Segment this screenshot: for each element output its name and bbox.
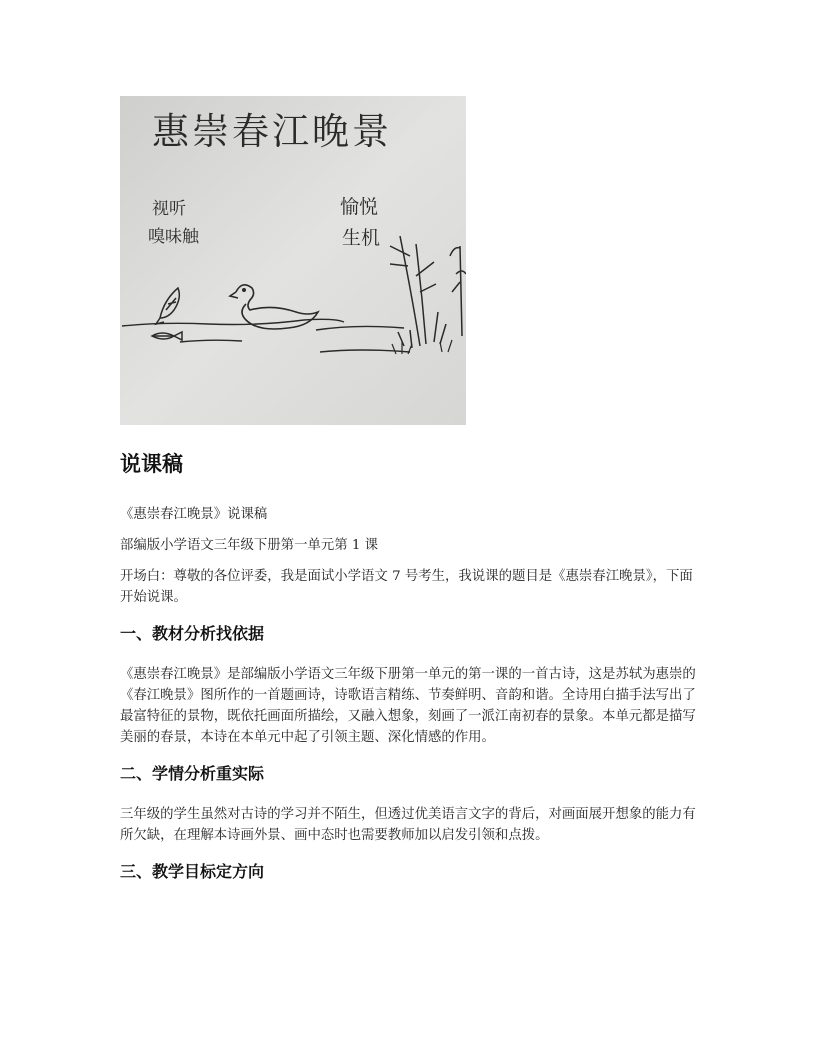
document-heading: 说课稿 <box>120 452 183 476</box>
illustration-note-left-1: 视听 <box>152 199 186 219</box>
opening-paragraph: 开场白：尊敬的各位评委，我是面试小学语文 7 号考生，我说课的题目是《惠崇春江晚景》，下面开始说课。 <box>120 569 693 605</box>
section-2-title: 二、学情分析重实际 <box>120 764 265 783</box>
section-2-body: 三年级的学生虽然对古诗的学习并不陌生，但透过优美语言文字的背后，对画面展开想象的能力有所欠缺，在理解本诗画外景、画中态时也需要教师加以启发引领和点拨。 <box>120 807 696 843</box>
section-1-body: 《惠崇春江晚景》是部编版小学语文三年级下册第一单元的第一课的一首古诗，这是苏轼为惠崇的《春江晚景》图所作的一首题画诗，诗歌语言精练、节奏鲜明、音韵和谐。全诗用白描手法写出了最富特征的景物，既依托画面所描绘，又融入想象，刻画了一派江南初春的景象。本单元都是描写美丽的春景，本诗在本单元中起了引领主题、深化情感的作用。 <box>120 667 696 745</box>
illustration-note-right-2: 生机 <box>342 227 381 249</box>
illustration-note-right-1: 愉悦 <box>340 196 379 218</box>
illustration-title: 惠崇春江晚景 <box>152 110 392 153</box>
document-source-line: 部编版小学语文三年级下册第一单元第 1 课 <box>120 538 379 553</box>
illustration-drawing <box>120 96 466 425</box>
section-1-title: 一、教材分析找依据 <box>120 624 265 643</box>
illustration-note-left-2: 嗅味触 <box>148 227 199 247</box>
section-3-title: 三、教学目标定方向 <box>120 862 265 881</box>
hand-drawn-illustration-photo <box>120 96 466 425</box>
lesson-document <box>120 448 700 902</box>
document-title-line: 《惠崇春江晚景》说课稿 <box>120 507 268 522</box>
